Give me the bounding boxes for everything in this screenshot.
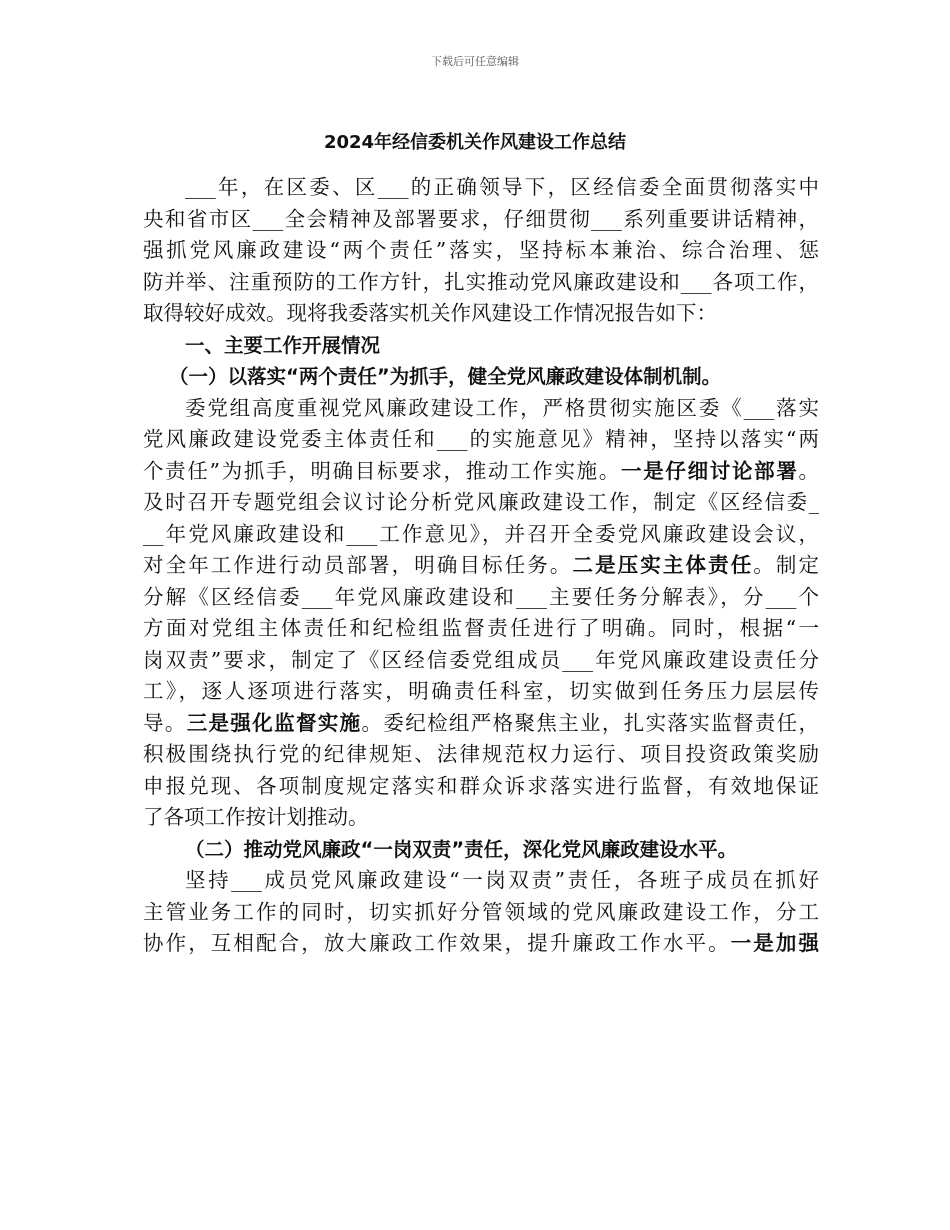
paragraph-line — [143, 928, 819, 960]
paragraph-line: 岗双责”要求，制定了《区经信委党组成员___年党风廉政建设责任分 — [143, 647, 819, 672]
line-text: 协作，互相配合，放大廉政工作效果，提升廉政工作水平。 — [143, 931, 731, 955]
subsection-heading: （一）以落实“两个责任”为抓手，健全党风廉政建设体制机制。 — [169, 365, 722, 388]
line-text: 导。 — [143, 710, 187, 735]
bold-phrase: 二是压实主体责任 — [572, 553, 754, 577]
paragraph-line: 委党组高度重视党风廉政建设工作，严格贯彻实施区委《___落实 — [185, 395, 819, 420]
line-text: 。委纪检组严格聚焦主业，扎实落实监督责任， — [361, 710, 820, 735]
paragraph-line — [143, 550, 819, 582]
document-body — [143, 172, 819, 960]
paragraph-line — [143, 708, 819, 740]
line-text: 个责任”为抓手，明确目标要求，推动工作实施。 — [143, 458, 622, 483]
paragraph-line: 主管业务工作的同时，切实抓好分管领域的党风廉政建设工作，分工 — [143, 899, 819, 924]
paragraph-line: 分解《区经信委___年党风廉政建设和___主要任务分解表》，分___个 — [143, 584, 819, 609]
paragraph-line: 及时召开专题党组会议讨论分析党风廉政建设工作，制定《区经信委_ — [143, 490, 819, 514]
paragraph-line: 强抓党风廉政建设“两个责任”落实，坚持标本兼治、综合治理、惩 — [143, 238, 819, 262]
paragraph-line: 党风廉政建设党委主体责任和___的实施意见》精神，坚持以落实“两 — [143, 427, 819, 451]
paragraph-line: 工》，逐人逐项进行落实，明确责任科室，切实做到任务压力层层传 — [143, 679, 819, 703]
paragraph-line: ___年，在区委、区___的正确领导下，区经信委全面贯彻落实中 — [185, 175, 819, 199]
paragraph-line: 申报兑现、各项制度规定落实和群众诉求落实进行监督，有效地保证 — [143, 773, 819, 798]
bold-phrase: 一是仔细讨论部署 — [621, 458, 799, 483]
line-text: 。制定 — [753, 553, 820, 577]
paragraph-line: 防并举、注重预防的工作方针，扎实推动党风廉政建设和___各项工作， — [143, 269, 819, 294]
paragraph-line: 了各项工作按计划推动。 — [143, 805, 369, 829]
line-text: 对全年工作进行动员部署，明确目标任务。 — [143, 553, 573, 577]
paragraph-line — [143, 456, 819, 488]
paragraph-line: __年党风廉政建设和___工作意见》，并召开全委党风廉政建设会议， — [143, 521, 819, 546]
subsection-heading: （二）推动党风廉政“一岗双责”责任，深化党风廉政建设水平。 — [185, 837, 738, 861]
header-note: 下载后可任意编辑 — [431, 55, 519, 68]
paragraph-line: 坚持___成员党风廉政建设“一岗双责”责任，各班子成员在抓好 — [185, 868, 819, 892]
section-heading: 一、主要工作开展情况 — [185, 333, 381, 357]
paragraph-line: 方面对党组主体责任和纪检组监督责任进行了明确。同时，根据“一 — [143, 616, 819, 640]
document-title: 2024年经信委机关作风建设工作总结 — [323, 132, 627, 153]
bold-phrase: 三是强化监督实施 — [186, 710, 362, 735]
paragraph-line: 央和省市区___全会精神及部署要求，仔细贯彻___系列重要讲话精神， — [143, 206, 819, 231]
bold-phrase: 一是加强 — [730, 931, 820, 955]
paragraph-line: 积极围绕执行党的纪律规矩、法律规范权力运行、项目投资政策奖励 — [143, 742, 819, 766]
line-text: 。 — [798, 458, 820, 483]
paragraph-line: 取得较好成效。现将我委落实机关作风建设工作情况报告如下： — [143, 301, 717, 325]
